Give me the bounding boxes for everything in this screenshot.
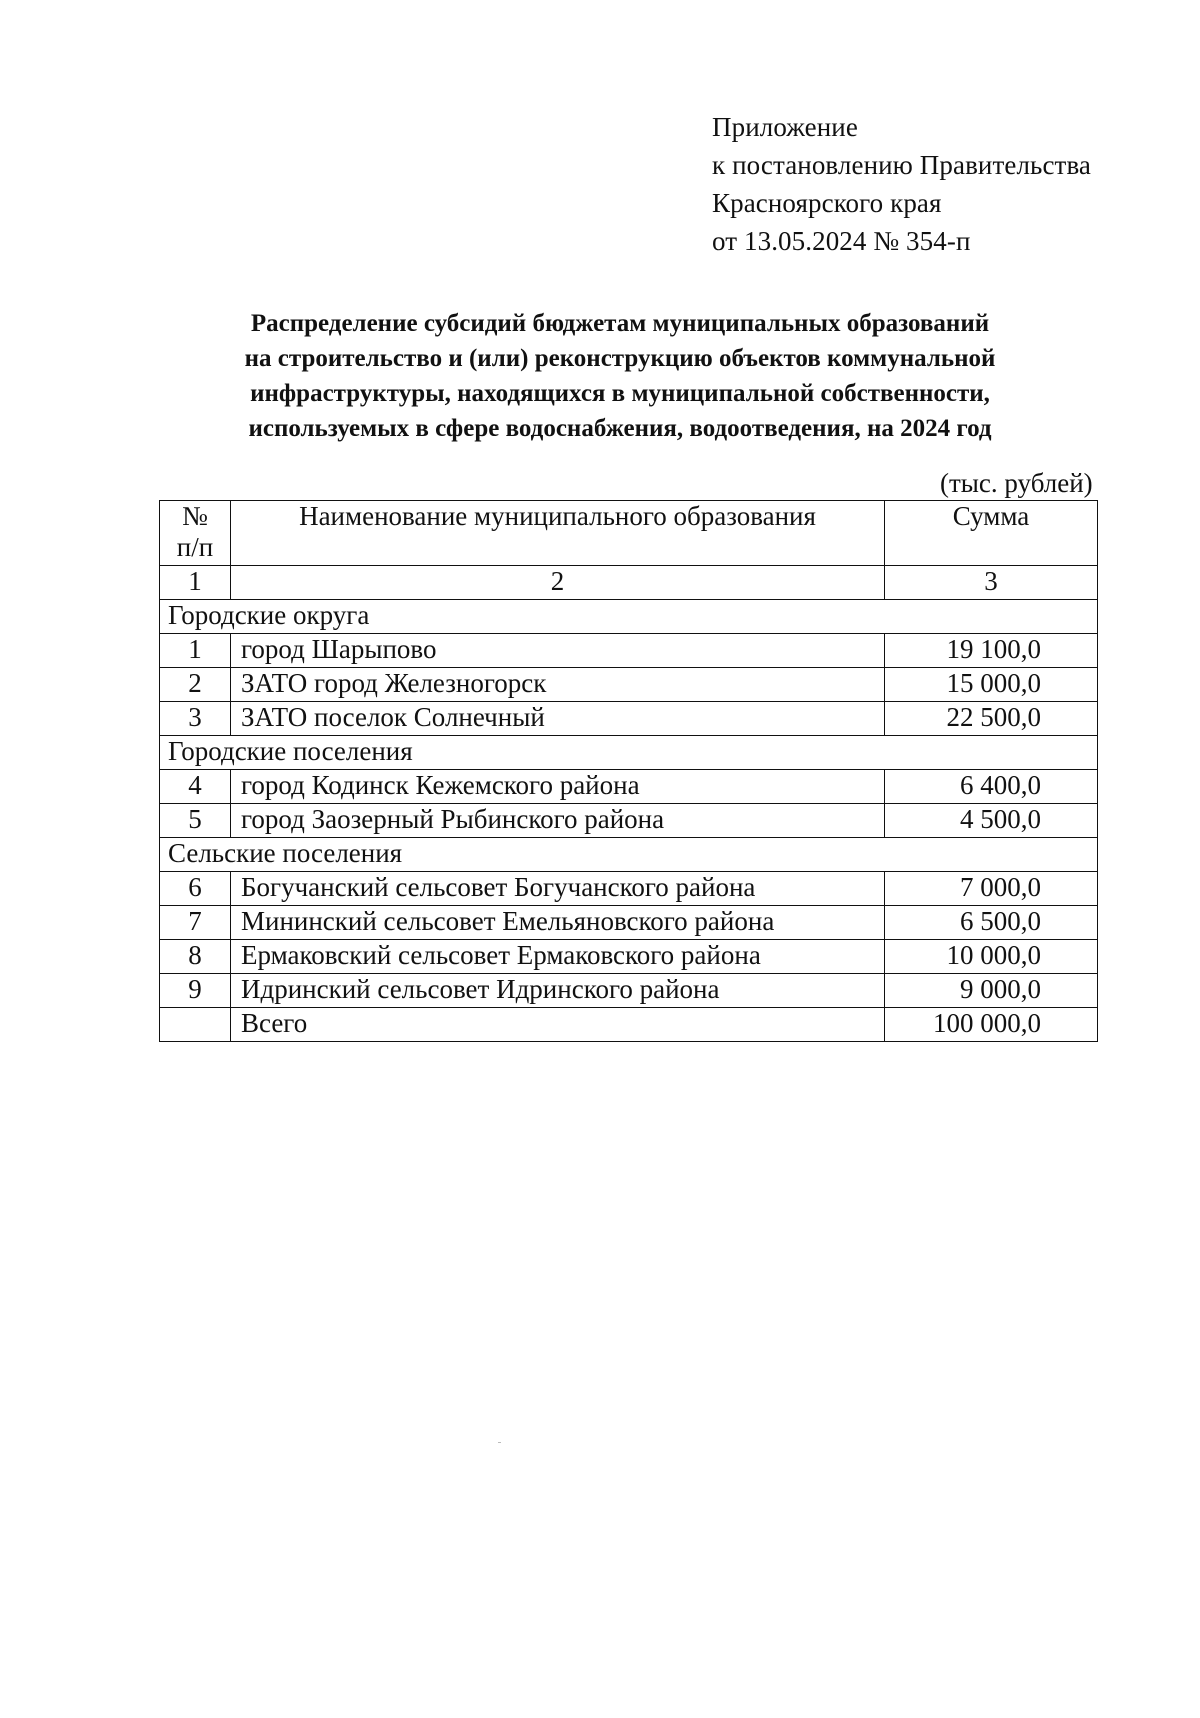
table-row	[160, 940, 1098, 974]
row-name: ЗАТО поселок Солнечный	[231, 702, 885, 736]
row-name: Ермаковский сельсовет Ермаковского района	[231, 940, 885, 974]
row-name: город Шарыпово	[231, 634, 885, 668]
row-sum: 6 500,0	[885, 906, 1098, 940]
document-title	[160, 306, 1080, 446]
row-name: Мининский сельсовет Емельяновского района	[231, 906, 885, 940]
unit-note: (тыс. рублей)	[940, 468, 1093, 498]
row-sum: 15 000,0	[885, 668, 1098, 702]
total-row	[160, 1008, 1098, 1042]
row-name: Богучанский сельсовет Богучанского района	[231, 872, 885, 906]
row-name: Идринский сельсовет Идринского района	[231, 974, 885, 1008]
row-number: 4	[160, 770, 231, 804]
table-header-row	[160, 501, 1098, 566]
group-label: Городские округа	[160, 600, 1098, 634]
table-row	[160, 804, 1098, 838]
row-sum: 4 500,0	[885, 804, 1098, 838]
row-number: 7	[160, 906, 231, 940]
row-number: 1	[160, 634, 231, 668]
title-line: инфраструктуры, находящихся в муниципальной собственности,	[250, 380, 990, 407]
table-row	[160, 702, 1098, 736]
appendix-line: от 13.05.2024 № 354-п	[712, 226, 971, 256]
group-row	[160, 736, 1098, 770]
column-index: 3	[885, 566, 1098, 600]
row-name: ЗАТО город Железногорск	[231, 668, 885, 702]
table-row	[160, 974, 1098, 1008]
header-number	[160, 501, 231, 566]
table-row	[160, 634, 1098, 668]
group-label: Городские поселения	[160, 736, 1098, 770]
scan-speck	[498, 1442, 501, 1443]
table-row	[160, 872, 1098, 906]
row-number: 6	[160, 872, 231, 906]
row-sum: 7 000,0	[885, 872, 1098, 906]
total-label: Всего	[231, 1008, 885, 1042]
row-name: город Заозерный Рыбинского района	[231, 804, 885, 838]
total-sum: 100 000,0	[885, 1008, 1098, 1042]
row-sum: 9 000,0	[885, 974, 1098, 1008]
column-index-row	[160, 566, 1098, 600]
table-row	[160, 668, 1098, 702]
row-sum: 10 000,0	[885, 940, 1098, 974]
column-index: 1	[160, 566, 231, 600]
title-line: используемых в сфере водоснабжения, водоотведения, на 2024 год	[248, 415, 992, 442]
column-index: 2	[231, 566, 885, 600]
row-number: 9	[160, 974, 231, 1008]
appendix-line: Приложение	[712, 112, 858, 142]
appendix-block	[712, 108, 1091, 260]
group-row	[160, 838, 1098, 872]
table-row	[160, 906, 1098, 940]
title-line: на строительство и (или) реконструкцию объектов коммунальной	[244, 345, 996, 372]
appendix-line: Красноярского края	[712, 188, 942, 218]
row-number: 2	[160, 668, 231, 702]
row-sum: 6 400,0	[885, 770, 1098, 804]
table-row	[160, 770, 1098, 804]
header-name: Наименование муниципального образования	[231, 501, 885, 566]
row-name: город Кодинск Кежемского района	[231, 770, 885, 804]
header-number-line1: №	[182, 501, 208, 531]
group-label: Сельские поселения	[160, 838, 1098, 872]
row-number: 5	[160, 804, 231, 838]
row-sum: 19 100,0	[885, 634, 1098, 668]
distribution-table	[159, 500, 1098, 1042]
row-number: 3	[160, 702, 231, 736]
total-number-empty	[160, 1008, 231, 1042]
row-sum: 22 500,0	[885, 702, 1098, 736]
row-number: 8	[160, 940, 231, 974]
header-number-line2: п/п	[176, 532, 214, 562]
title-line: Распределение субсидий бюджетам муниципальных образований	[250, 310, 990, 337]
appendix-line: к постановлению Правительства	[712, 150, 1092, 180]
header-sum: Сумма	[885, 501, 1098, 566]
group-row	[160, 600, 1098, 634]
